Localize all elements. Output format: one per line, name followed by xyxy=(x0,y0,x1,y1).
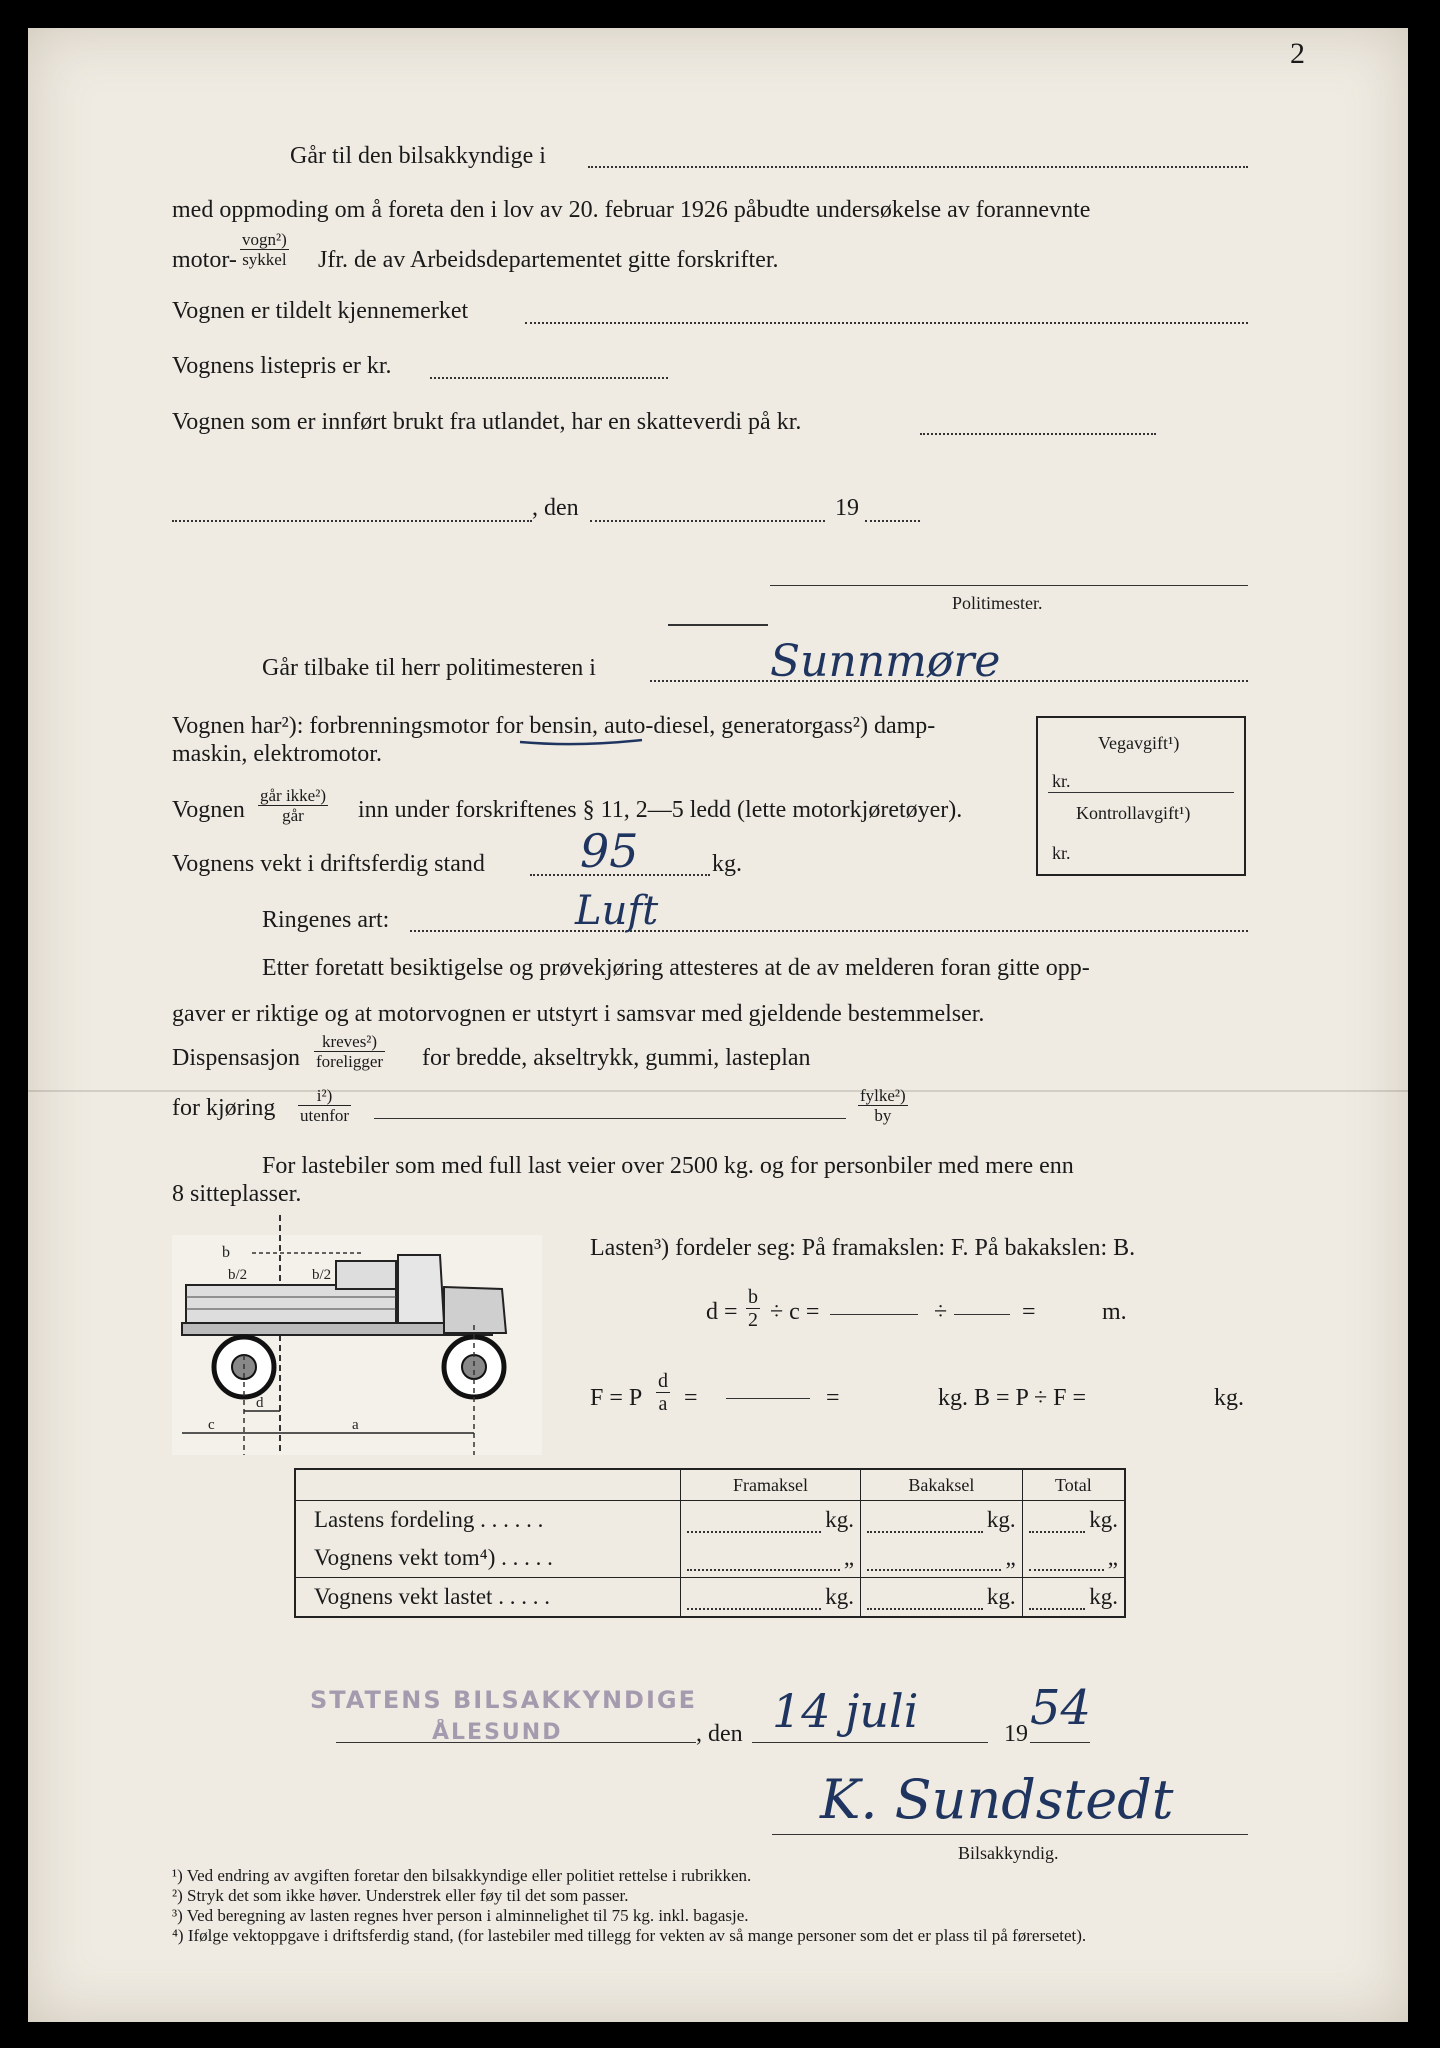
row-label: Vognens vekt tom⁴) . . . . . xyxy=(314,1545,553,1570)
footnote-1: ¹) Ved endring av avgiften foretar den bilsakkyndige eller politiet rettelse i rubrikken. xyxy=(172,1866,752,1885)
footnote-2: ²) Stryk det som ikke høver. Understrek eller føy til det som passer. xyxy=(172,1886,629,1905)
import-value-label: Vognen som er innført brukt fra utlandet, har en skatteverdi på kr. xyxy=(172,409,802,435)
inspector-signature: K. Sundstedt xyxy=(820,1768,1174,1831)
truck-diagram xyxy=(172,1215,542,1455)
office-stamp-line-2: ÅLESUND xyxy=(432,1720,563,1745)
load-distribution-label: Lasten³) fordeler seg: På framakslen: F. På bakakslen: B. xyxy=(590,1235,1136,1261)
load-table-header xyxy=(295,1469,1125,1501)
weight-unit: kg. xyxy=(712,851,742,877)
inspector-signature-line[interactable] xyxy=(772,1834,1248,1835)
motor-prefix: motor- xyxy=(172,247,237,273)
goes-rest: inn under forskriftenes § 11, 2—5 ledd (lette motorkjøretøyer). xyxy=(358,797,963,823)
formula-d-num: b xyxy=(748,1286,758,1308)
inspector-title: Bilsakkyndig. xyxy=(958,1843,1059,1863)
tyres-label: Ringenes art: xyxy=(262,907,390,933)
header-rear-axle: Bakaksel xyxy=(861,1469,1023,1501)
header-front-axle: Framaksel xyxy=(681,1469,861,1501)
rear-axle-cell[interactable] xyxy=(861,1539,1023,1578)
weight-handwriting: 95 xyxy=(580,824,639,878)
unit: kg. xyxy=(1089,1584,1118,1609)
year-prefix: 19 xyxy=(835,495,859,521)
unit: kg. xyxy=(825,1507,855,1532)
formula-d-den: 2 xyxy=(748,1309,758,1331)
tyres-field[interactable] xyxy=(410,930,1248,932)
request-line: med oppmoding om å foreta den i lov av 20. februar 1926 påbudte undersøkelse av forannevnte xyxy=(172,197,1091,223)
disp-prefix: Dispensasjon xyxy=(172,1045,300,1071)
dim-label-a: a xyxy=(352,1417,359,1433)
dim-label-b: b xyxy=(222,1244,230,1261)
formula-f-field[interactable] xyxy=(726,1398,810,1399)
lorry-intro-line-2: 8 sitteplasser. xyxy=(172,1181,302,1207)
motor-fraction-den: sykkel xyxy=(242,250,287,269)
weight-label: Vognens vekt i driftsferdig stand xyxy=(172,851,485,877)
dim-label-c: c xyxy=(208,1417,215,1433)
row-label: Lastens fordeling . . . . . . xyxy=(314,1507,544,1532)
police-signature-line[interactable] xyxy=(770,585,1248,586)
road-fee-kr: kr. xyxy=(1052,771,1071,791)
table-row xyxy=(295,1578,1125,1618)
formula-b: kg. B = P ÷ F = xyxy=(938,1385,1087,1411)
unit: „ xyxy=(1005,1545,1016,1570)
formula-f-eq2: = xyxy=(826,1385,840,1411)
formula-d-div: ÷ xyxy=(934,1299,948,1325)
signature-year-handwriting: 54 xyxy=(1030,1680,1092,1736)
county-fraction xyxy=(858,1086,908,1125)
returns-to-handwriting: Sunnmøre xyxy=(770,636,1001,687)
motor-rest: Jfr. de av Arbeidsdepartementet gitte forskrifter. xyxy=(318,247,779,273)
county-fraction-den: by xyxy=(874,1106,892,1125)
fee-box xyxy=(1036,716,1246,876)
disp-fraction xyxy=(314,1032,385,1071)
dim-label-b2-right: b/2 xyxy=(312,1267,332,1283)
unit: kg. xyxy=(825,1584,855,1609)
disp-rest: for bredde, akseltrykk, gummi, lasteplan xyxy=(422,1045,811,1071)
list-price-field[interactable] xyxy=(430,377,668,379)
plate-label: Vognen er tildelt kjennemerket xyxy=(172,298,469,324)
formula-d-rest: ÷ c = xyxy=(770,1299,820,1325)
road-fee-label: Vegavgift¹) xyxy=(1098,733,1180,753)
police-chief-label: Politimester. xyxy=(952,593,1043,613)
year-field[interactable] xyxy=(865,520,920,522)
motor-fraction-num: vogn²) xyxy=(242,230,287,249)
place-den-label: , den xyxy=(532,495,579,521)
signature-date-handwriting: 14 juli xyxy=(772,1684,919,1738)
inspector-place-line[interactable] xyxy=(336,1742,696,1743)
control-fee-label: Kontrollavgift¹) xyxy=(1076,803,1191,823)
goes-fraction-den: går xyxy=(282,806,304,825)
unit: kg. xyxy=(986,1507,1016,1532)
drive-fraction-den: utenfor xyxy=(300,1106,350,1125)
unit: „ xyxy=(1107,1545,1118,1570)
table-row xyxy=(295,1501,1125,1540)
formula-d-prefix: d = xyxy=(706,1299,738,1325)
drive-fraction xyxy=(298,1086,351,1125)
goes-prefix: Vognen xyxy=(172,797,245,823)
returns-to-label: Går tilbake til herr politimesteren i xyxy=(262,655,596,681)
attest-line-2: gaver er riktige og at motorvognen er utstyrt i samsvar med gjeldende bestemmelser. xyxy=(172,1001,985,1027)
formula-f-num: d xyxy=(658,1370,668,1392)
drive-fraction-num: i²) xyxy=(298,1086,351,1106)
place-field[interactable] xyxy=(172,520,532,522)
county-fraction-num: fylke²) xyxy=(860,1086,906,1105)
dim-label-b2-left: b/2 xyxy=(228,1267,248,1283)
formula-f-eq1: = xyxy=(684,1385,698,1411)
engine-line-2: maskin, elektromotor. xyxy=(172,741,382,767)
fold-crease xyxy=(28,1090,1408,1092)
disp-fraction-num: kreves²) xyxy=(314,1032,385,1052)
road-fee-field[interactable] xyxy=(1048,792,1234,793)
attest-line-1: Etter foretatt besiktigelse og prøvekjøring attesteres at de av melderen foran gitte opp- xyxy=(262,955,1090,981)
goes-to-label: Går til den bilsakkyndige i xyxy=(290,143,546,169)
tyres-handwriting: Luft xyxy=(575,888,659,934)
bensin-underline xyxy=(518,736,644,748)
footnote-4: ⁴) Ifølge vektoppgave i driftsferdig stand, (for lastebiler med tillegg for vekten av så mange personer som det er plass til på førersetet). xyxy=(172,1926,1087,1945)
header-total: Total xyxy=(1022,1469,1125,1501)
inspector-place-field[interactable] xyxy=(588,166,1248,168)
signature-year-prefix: 19 xyxy=(1004,1721,1028,1747)
rear-axle-cell[interactable] xyxy=(861,1501,1023,1540)
disp-fraction-den: foreligger xyxy=(316,1052,384,1071)
total-cell[interactable] xyxy=(1022,1578,1125,1618)
office-stamp-line-1: STATENS BILSAKKYNDIGE xyxy=(310,1686,697,1714)
rear-axle-cell[interactable] xyxy=(861,1578,1023,1618)
motor-fraction xyxy=(240,230,289,269)
header-empty xyxy=(295,1469,681,1501)
import-value-field[interactable] xyxy=(920,433,1156,435)
formula-f-fraction xyxy=(656,1370,670,1415)
drive-area-field[interactable] xyxy=(374,1118,846,1119)
unit: kg. xyxy=(986,1584,1016,1609)
row-label: Vognens vekt lastet . . . . . xyxy=(295,1578,681,1618)
signature-den-label: , den xyxy=(696,1721,743,1747)
front-axle-cell[interactable] xyxy=(681,1578,861,1618)
formula-f-den: a xyxy=(658,1393,668,1415)
footnote-3: ³) Ved beregning av lasten regnes hver person i alminnelighet til 75 kg. inkl. bagasje. xyxy=(172,1906,749,1925)
load-table xyxy=(294,1468,1126,1618)
formula-b-unit: kg. xyxy=(1214,1385,1244,1411)
total-cell[interactable] xyxy=(1022,1539,1125,1578)
unit: „ xyxy=(843,1545,855,1570)
formula-d-eq: = xyxy=(1022,1299,1036,1325)
corner-mark: 2 xyxy=(1290,37,1305,70)
control-fee-kr: kr. xyxy=(1052,843,1071,863)
separator-rule xyxy=(668,624,768,626)
formula-d-field-2[interactable] xyxy=(954,1314,1010,1315)
date-field[interactable] xyxy=(590,520,825,522)
formula-d-field-1[interactable] xyxy=(830,1314,918,1315)
goes-fraction-num: går ikke²) xyxy=(260,786,326,805)
goes-fraction xyxy=(258,786,328,825)
list-price-label: Vognens listepris er kr. xyxy=(172,353,392,379)
dim-label-d: d xyxy=(256,1395,264,1411)
table-row xyxy=(295,1539,1125,1578)
engine-line-1: Vognen har²): forbrenningsmotor for bensin, auto-diesel, generatorgass²) damp- xyxy=(172,713,936,739)
formula-f-prefix: F = P xyxy=(590,1385,643,1411)
front-axle-cell[interactable] xyxy=(681,1501,861,1540)
front-axle-cell[interactable] xyxy=(681,1539,861,1578)
lorry-intro-line-1: For lastebiler som med full last veier over 2500 kg. og for personbiler med mere enn xyxy=(262,1153,1074,1179)
signature-date-line[interactable] xyxy=(752,1742,988,1743)
unit: kg. xyxy=(1089,1507,1118,1532)
drive-prefix: for kjøring xyxy=(172,1095,276,1121)
formula-d-unit: m. xyxy=(1102,1299,1127,1325)
signature-year-line[interactable] xyxy=(1030,1742,1090,1743)
total-cell[interactable] xyxy=(1022,1501,1125,1540)
formula-d-fraction xyxy=(746,1286,760,1331)
plate-field[interactable] xyxy=(525,322,1248,324)
